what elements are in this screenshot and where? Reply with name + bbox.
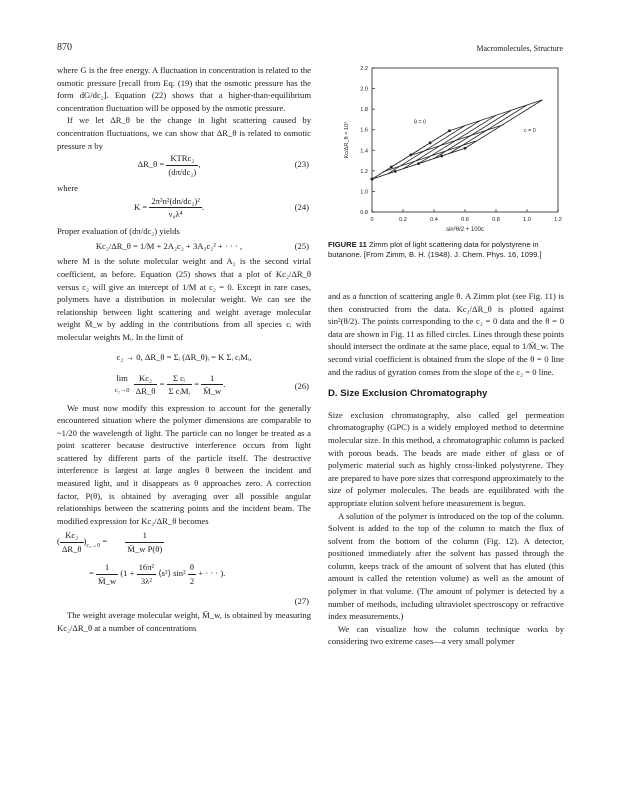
y-axis-label: Kc/ΔR_θ × 10⁶ (344, 121, 350, 159)
y-tick-label: 1.0 (360, 189, 368, 196)
zimm-plot-chart (338, 62, 570, 234)
x-tick-label: 0.2 (399, 217, 407, 223)
x-tick-label: 1.2 (554, 217, 562, 223)
eq-fraction: $\frac{\text{16π²}}{\text{3λ²}}$ (138, 562, 155, 587)
paragraph: where G is the free energy. A fluctuation in concentration is related to the osmotic pressure [recall from Eq. (19) that the osmotic pressure has the form dG/dc₂]. Equation (22) shows that a higher-than-equilibrium concentration fluctuation will be opposed by the osmotic pressure. (57, 65, 311, 113)
y-tick-label: 1.6 (360, 127, 368, 134)
equation-25: Kc₂/ΔR_θ = 1/M + 2A₂c₂ + 3A₃c₂² + · · · , (25) (95, 241, 309, 252)
y-tick-label: 2.2 (360, 66, 368, 72)
eq-fraction: $\frac{\text{KTRc₂}}{\text{(dπ/dc₂)}}$ (168, 153, 197, 177)
caption-text: Zimm plot of light scattering data for polystyrene in butanone. [From Zimm, B. H. (1948). J. Chem. Phys. 16, 1099.] (328, 240, 542, 260)
x-tick-label: 0.8 (492, 217, 500, 223)
annotation-theta-zero: θ = 0 (413, 119, 426, 126)
x-tick-label: 1.0 (523, 217, 531, 223)
eq-fraction: $\frac{\text{Kc₂}}{\Delta R\_\theta}$ (135, 372, 156, 397)
y-tick-label: 1.4 (360, 148, 368, 155)
data-point (371, 178, 374, 181)
data-point (464, 147, 467, 150)
y-tick-label: 2.0 (360, 86, 368, 93)
y-tick-label: 0.8 (360, 210, 368, 216)
equation-number: (23) (294, 159, 309, 170)
paragraph: We must now modify this expression to account for the generally encountered situation where the polymer dimensions are comparable to ~1/20 the wavelength of light. The particle can no longer be treated as a point scatterer because destructive interference occurs from light scattered by different parts of the particle itself. The destructive interference is largest at large angles θ between the incident and measured light, and it disappears as θ approaches zero. A correction factor, P(θ), is obtained by averaging over all possible angular relationships between the scattering points and the incident beam. The modified expression for Kc₂/ΔR_θ becomes (57, 402, 311, 526)
eq-lhs: K = (134, 201, 148, 212)
equation-limit: c₂ → 0, ΔR_θ = Σᵢ (ΔR_θ)ᵢ = K Σᵢ cᵢMᵢ, (116, 351, 252, 362)
data-point (448, 129, 451, 132)
eq-fraction: $\frac{1}{M̄\_w}$ (98, 562, 117, 587)
x-tick-label: 0 (370, 217, 374, 223)
y-tick-label: 1.8 (360, 107, 368, 114)
paragraph: The weight average molecular weight, M̄_w, is obtained by measuring Kc₂/ΔR_θ at a number of concentrations (57, 610, 311, 634)
eq-fraction: $\frac{\text{Kc₂}}{\Delta R\_\theta}$ (61, 530, 82, 555)
equation-23: ΔR_θ = $\frac{\text{KTRc₂}}{\text{(dπ/dc₂)}}$ , (23) (137, 153, 309, 177)
series-line-constant-theta (450, 100, 543, 131)
equation-number: (26) (294, 380, 309, 391)
data-point (394, 170, 397, 173)
paragraph: where M is the solute molecular weight and A₂ is the second virial coefficient, as before. Equation (25) shows that a plot of Kc₂/ΔR_θ versus c₂ will give an intercept of 1/M at c₂ = 0. Except in rare cases, polymers have a distribution in molecular weight. We can see the relationship between light scattering and weight average molecular weight M̄_w by adding in the contributions from all species cᵢ with molecular weights Mᵢ. In the limit of (57, 256, 311, 342)
equation-26: lim c₂→0 $\frac{\text{Kc₂}}{\Delta R\_\theta}$ = $\frac{\text{Σ cᵢ}}{\text{Σ cᵢMᵢ}}$ = $\frac{1}{M̄\_w}$ . (26) (114, 372, 309, 397)
y-tick-label: 1.2 (360, 168, 368, 175)
plot-frame (372, 68, 558, 212)
paragraph: We can visualize how the column technique works by considering two extreme cases—a very small polymer (328, 623, 564, 647)
equation-number: (25) (294, 241, 309, 252)
paragraph: If we let ΔR_θ be the change in light scattering caused by concentration fluctuations, we can show that ΔR_θ is related to osmotic pressure π by (57, 115, 311, 151)
x-tick-label: 0.6 (461, 217, 469, 223)
paragraph: where (57, 183, 78, 194)
annotation-c-zero: c = 0 (523, 127, 536, 134)
x-tick-label: 0.4 (430, 217, 438, 223)
left-column (57, 64, 311, 635)
data-point (390, 166, 393, 169)
right-column (328, 290, 564, 648)
section-heading: D. Size Exclusion Chromatography (328, 388, 488, 400)
eq-fraction: $\frac{\theta}{2}$ (189, 562, 195, 587)
eq-limit: lim c₂→0 (114, 373, 130, 394)
equation-27b: = $\frac{1}{M̄\_w}$ (1 + $\frac{\text{16π²}}{\text{3λ²}}$ ⟨s²⟩ sin² $\frac{\theta}{2}$ + · · · ). (89, 562, 226, 587)
paragraph: Size exclusion chromatography, also called gel permeation chromatography (GPC) is a widely employed method to determine molecular size. In this method, a chromatographic column is packed with porous beads. The beads are made either of glass or of polymeric material such as highly cross-linked polystyrene. They are prepared to have pore sizes that correspond approximately to the size of polymer molecules. The beads are equilibrated with the appropriate elution solvent before measurement is begun. (328, 409, 564, 508)
equation-27a: ( $\frac{\text{Kc₂}}{\Delta R\_\theta}$ )$_{c_2\to 0}$ = $\frac{1}{\text{M̄\_w P(θ)}}$ (57, 530, 163, 555)
eq-fraction: $\frac{\text{2π²n²(dn/dc₂)²}}{\text{ν₀λ⁴}}$ (151, 195, 200, 220)
equation-number: (27) (294, 596, 309, 607)
series-line-constant-theta (383, 141, 476, 172)
x-axis-label: sin²θ/2 + 100c (446, 227, 484, 233)
caption-label: FIGURE 11 (328, 240, 367, 249)
eq-fraction: $\frac{1}{\text{M̄\_w P(θ)}}$ (127, 530, 163, 555)
paragraph: Proper evaluation of (dπ/dc₂) yields (57, 225, 180, 236)
eq-lhs: ΔR_θ = (137, 159, 165, 170)
data-point (429, 141, 432, 144)
eq-fraction: $\frac{1}{M̄\_w}$ (203, 372, 222, 397)
equation-24: K = $\frac{\text{2π²n²(dn/dc₂)²}}{\text{ν₀λ⁴}}$ . (24) (134, 195, 309, 220)
equation-number: (24) (294, 201, 309, 212)
running-title: Macromolecules, Structure (476, 44, 563, 53)
data-point (417, 162, 420, 165)
data-point (440, 155, 443, 158)
figure-caption (328, 240, 564, 261)
paragraph: and as a function of scattering angle θ. A Zimm plot (see Fig. 11) is then constructed from the data. Kc₂/ΔR_θ is plotted against sin²(θ/2). The points corresponding to the c₂ = 0 data and the θ = 0 data are shown in Fig. 11 as filled circles. Lines through these points should intersect the ordinate at the same place, equal to 1/M̄_w. The second virial coefficient is obtained from the slope of the θ = 0 line and the radius of gyration comes from the slope of the c₂ = 0 line. (328, 291, 564, 377)
data-point (409, 154, 412, 157)
paragraph: A solution of the polymer is introduced on the top of the column. Solvent is added to the top of the column to match the flux of solvent from the bottom of the column (Fig. 12). A detector, positioned immediately after the solvent has passed through the column, keeps track of the amount of solvent that has eluted (this amount is called the retention volume) as well as the amount of polymer in that volume. (The amount of polymer is detected by a number of methods, including ultraviolet spectroscopy or refractive index measurements.) (328, 510, 564, 622)
eq-fraction: $\frac{\text{Σ cᵢ}}{\text{Σ cᵢMᵢ}}$ (168, 372, 190, 397)
page-number: 870 (57, 42, 72, 53)
series-line-constant-c (465, 100, 543, 148)
